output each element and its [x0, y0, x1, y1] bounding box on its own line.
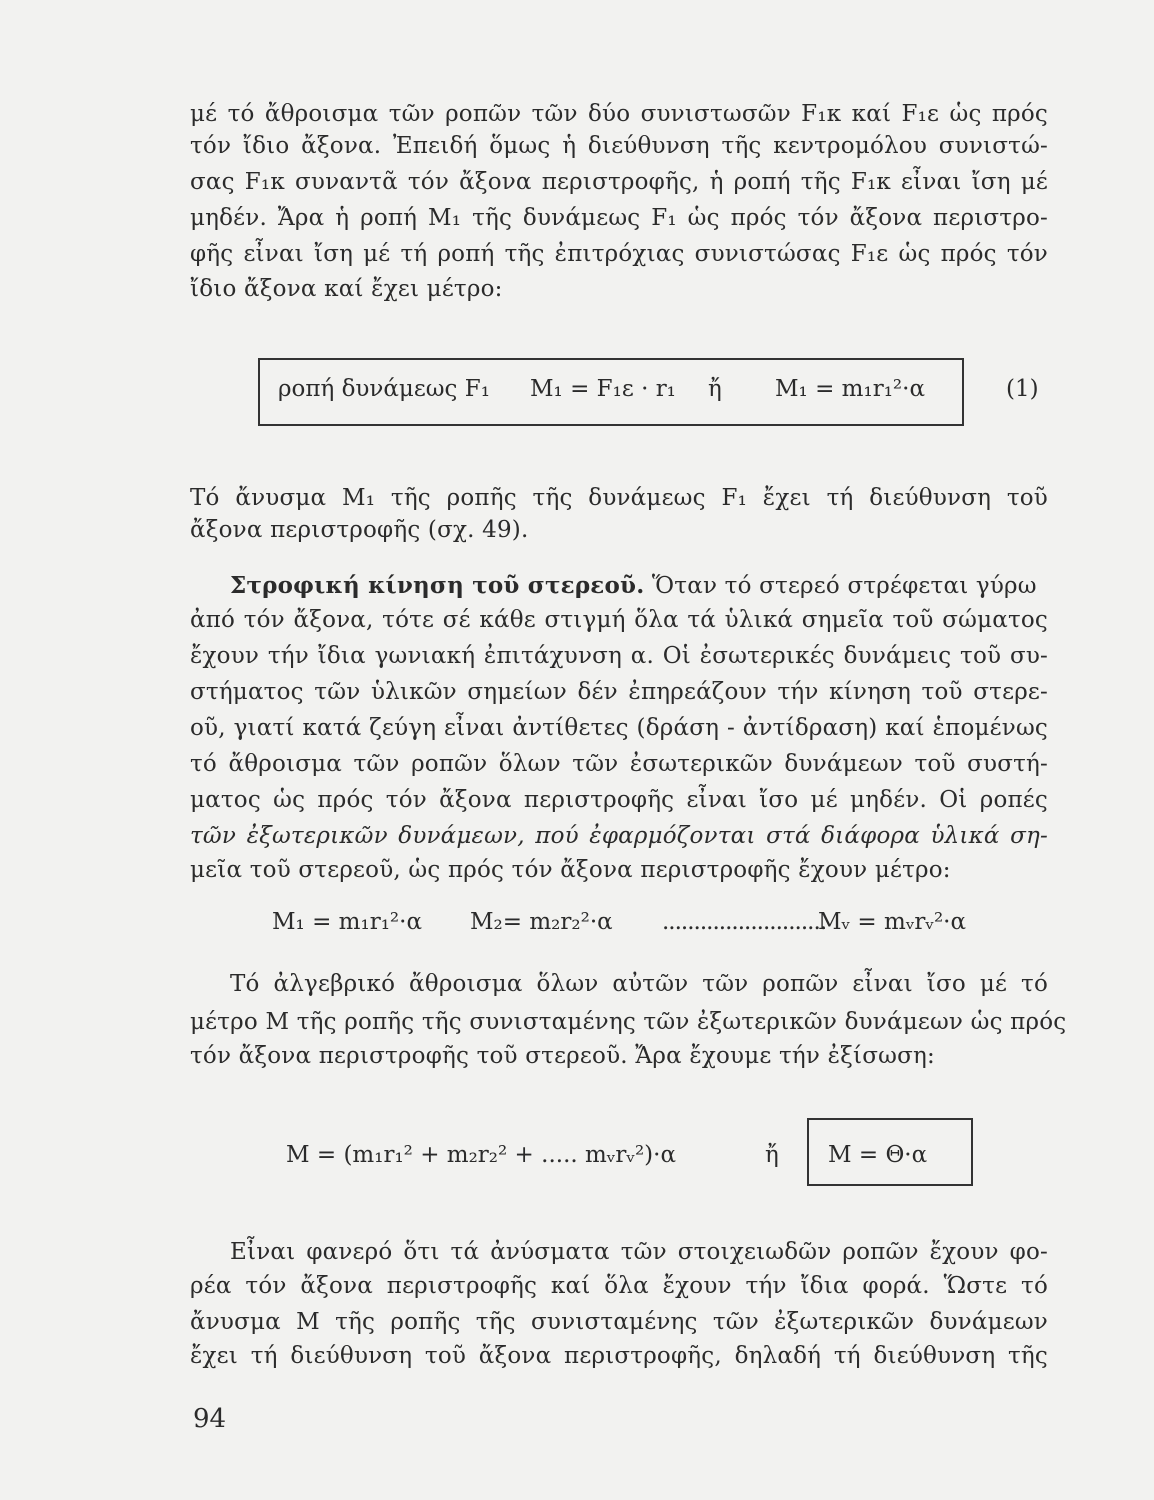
equation-3-or: ἤ	[765, 1142, 779, 1168]
text-line: Τό ἄνυσμα M₁ τῆς ροπῆς τῆς δυνάμεως F₁ ἔχει τή διεύθυνση τοῦ	[190, 485, 1048, 511]
text-line: ἄνυσμα M τῆς ροπῆς τῆς συνισταμένης τῶν ἐξωτερικῶν δυνάμεων	[190, 1309, 1048, 1335]
text-line: τῶν ἐξωτερικῶν δυνάμεων, πού ἐφαρμόζονται στά διάφορα ὑλικά ση-	[190, 823, 1048, 849]
equation-1-formula-b: M₁ = m₁r₁²·α	[775, 376, 925, 402]
equation-1-number: (1)	[1006, 376, 1039, 402]
text-line: σας F₁κ συναντᾶ τόν ἄξονα περιστροφῆς, ἡ ροπή τῆς F₁κ εἶναι ἴση μέ	[190, 169, 1048, 195]
text-line: φῆς εἶναι ἴση μέ τή ροπή τῆς ἐπιτρόχιας συνιστώσας F₁ε ὡς πρός τόν	[190, 241, 1048, 267]
text-line: στήματος τῶν ὑλικῶν σημείων δέν ἐπηρεάζουν τήν κίνηση τοῦ στερε-	[190, 679, 1048, 705]
text-line: μεῖα τοῦ στερεοῦ, ὡς πρός τόν ἄξονα περιστροφῆς ἔχουν μέτρο:	[190, 857, 951, 883]
text-span: Ὅταν τό στερεό στρέφεται γύρω	[651, 573, 1037, 599]
text-line: Εἶναι φανερό ὅτι τά ἀνύσματα τῶν στοιχειωδῶν ροπῶν ἔχουν φο-	[230, 1239, 1048, 1265]
equation-3-formula-a: M = (m₁r₁² + m₂r₂² + ..... mᵥrᵥ²)·α	[286, 1142, 676, 1168]
equation-1-formula-a: M₁ = F₁ε · r₁	[530, 376, 676, 402]
text-line: ἔχει τή διεύθυνση τοῦ ἄξονα περιστροφῆς, δηλαδή τή διεύθυνση τῆς	[190, 1343, 1048, 1369]
text-line: Τό ἀλγεβρικό ἄθροισμα ὅλων αὐτῶν τῶν ροπῶν εἶναι ἴσο μέ τό	[230, 971, 1048, 997]
text-line: τόν ἴδιο ἄξονα. Ἐπειδή ὅμως ἡ διεύθυνση τῆς κεντρομόλου συνιστώ-	[190, 133, 1048, 159]
text-line: μέ τό ἄθροισμα τῶν ροπῶν τῶν δύο συνιστωσῶν F₁κ καί F₁ε ὡς πρός	[190, 101, 1048, 127]
page-number: 94	[193, 1404, 227, 1434]
text-line: τόν ἄξονα περιστροφῆς τοῦ στερεοῦ. Ἄρα ἔχουμε τήν ἐξίσωση:	[190, 1043, 935, 1069]
equation-1-label: ροπή δυνάμεως F₁	[278, 376, 490, 402]
text-line: ἴδιο ἄξονα καί ἔχει μέτρο:	[190, 276, 503, 302]
text-line: ἀπό τόν ἄξονα, τότε σέ κάθε στιγμή ὅλα τά ὑλικά σημεῖα τοῦ σώματος	[190, 607, 1048, 633]
equation-2-term-3: Mᵥ = mᵥrᵥ²·α	[818, 909, 967, 935]
equation-2-dots: ..........................	[662, 909, 827, 935]
section-heading: Στροφική κίνηση τοῦ στερεοῦ.	[230, 572, 645, 599]
text-line: ἔχουν τήν ἴδια γωνιακή ἐπιτάχυνση α. Οἱ ἐσωτερικές δυνάμεις τοῦ συ-	[190, 643, 1048, 669]
equation-3-formula-b: M = Θ·α	[828, 1142, 928, 1168]
text-line: ἄξονα περιστροφῆς (σχ. 49).	[190, 517, 529, 543]
text-line: τό ἄθροισμα τῶν ροπῶν ὅλων τῶν ἐσωτερικῶν δυνάμεων τοῦ συστή-	[190, 751, 1048, 777]
text-line: μέτρο M τῆς ροπῆς τῆς συνισταμένης τῶν ἐξωτερικῶν δυνάμεων ὡς πρός	[190, 1009, 1067, 1035]
equation-2-term-1: M₁ = m₁r₁²·α	[272, 909, 422, 935]
text-line: μηδέν. Ἄρα ἡ ροπή M₁ τῆς δυνάμεως F₁ ὡς πρός τόν ἄξονα περιστρο-	[190, 205, 1048, 231]
equation-1-or: ἤ	[708, 376, 722, 402]
text-line: ματος ὡς πρός τόν ἄξονα περιστροφῆς εἶναι ἴσο μέ μηδέν. Οἱ ροπές	[190, 787, 1048, 813]
text-line: ρέα τόν ἄξονα περιστροφῆς καί ὅλα ἔχουν τήν ἴδια φορά. Ὥστε τό	[190, 1273, 1048, 1299]
paragraph-3-first-line	[230, 570, 1037, 602]
equation-2-term-2: M₂= m₂r₂²·α	[470, 909, 613, 935]
text-line: οῦ, γιατί κατά ζεύγη εἶναι ἀντίθετες (δράση - ἀντίδραση) καί ἑπομένως	[190, 715, 1048, 741]
